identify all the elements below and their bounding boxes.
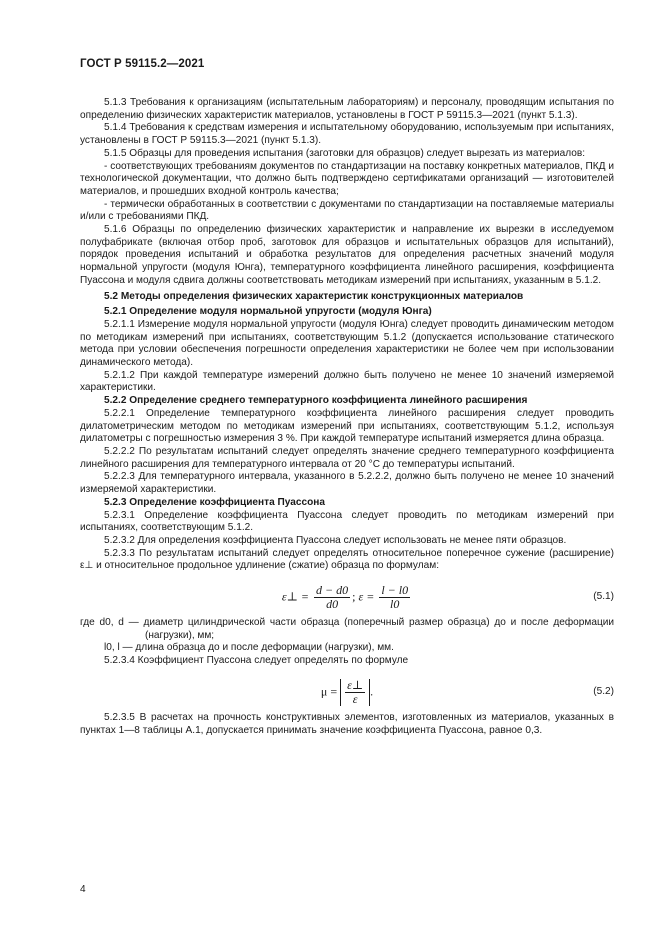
paragraph-5-1-4: 5.1.4 Требования к средствам измерения и испытательному оборудованию, используемым при испытаниях, установлены в ГОСТ Р 59115.3—2021 (пункт 5.1.3). (80, 122, 614, 147)
paragraph-5-2-2-1: 5.2.2.1 Определение температурного коэффициента линейного расширения следует проводить дилатометрическим методом по методикам измерений при испытаниях, соответствующим 5.1.2, используя дилатометры с погрешностью измерения 3 %. При каждой температуре испытаний измеряется длина образца. (80, 407, 614, 445)
paragraph-5-1-5: 5.1.5 Образцы для проведения испытания (заготовки для образцов) следует вырезать из материалов: (104, 147, 586, 159)
page-number: 4 (80, 884, 86, 895)
formula-5-1 (80, 579, 614, 613)
paragraph-5-2-1-2: 5.2.1.2 При каждой температуре измерений должно быть получено не менее 10 значений измеряемой характеристики. (80, 369, 614, 394)
fraction-denominator: ε (352, 691, 358, 706)
fraction-longitudinal (379, 584, 410, 611)
paragraph-5-2-2-3: 5.2.2.3 Для температурного интервала, указанного в 5.2.2.2, должно быть получено не менее 10 значений измеряемой характеристики. (80, 471, 614, 496)
document-body (80, 97, 614, 737)
subsection-heading-5-2-2: 5.2.2 Определение среднего температурного коэффициента линейного расширения (104, 395, 528, 407)
formula-5-1-lhs-longitudinal: ε = (358, 589, 375, 604)
fraction-denominator: l0 (390, 597, 400, 612)
paragraph-5-2-3-4: 5.2.3.4 Коэффициент Пуассона следует определять по формуле (104, 655, 409, 667)
paragraph-5-1-6: 5.1.6 Образцы по определению физических характеристик и направление их вырезки в исследуемом полуфабрикате (включая отбор проб, заготовок для образцов и испытательных образцов для испытаний), порядок проведения испытаний и обработка результатов для определения расчетных значений модуля нормальной упругости (модуля Юнга), температурного коэффициента линейного расширения, коэффициента Пуассона и модуля сдвига должны соответствовать методикам измерений при испытаниях, указанным в 5.1.2. (80, 224, 614, 286)
formula-end-period: . (370, 684, 374, 699)
paragraph-5-2-3-1: 5.2.3.1 Определение коэффициента Пуассона следует проводить по методикам измерений при испытаниях, соответствующим 5.1.2. (80, 509, 614, 534)
section-heading-5-2: 5.2 Методы определения физических характеристик конструкционных материалов (104, 290, 524, 302)
formula-5-2-expression (80, 679, 614, 706)
paragraph-5-2-2-2: 5.2.2.2 По результатам испытаний следует определять значение среднего температурного коэффициента линейного расширения для температурного интервала от 20 °С до температуры испытаний. (80, 445, 614, 470)
formula-number-5-2: (5.2) (593, 685, 614, 697)
fraction-numerator: d − d0 (316, 583, 349, 598)
paragraph-5-2-3-3: 5.2.3.3 По результатам испытаний следует определять относительное поперечное сужение (расширение) ε⊥ и относительное продольное удлинение (сжатие) образца по формулам: (80, 547, 614, 572)
fraction-numerator: l − l0 (381, 583, 409, 598)
paragraph-5-2-1-1: 5.2.1.1 Измерение модуля нормальной упругости (модуля Юнга) следует проводить динамическим методом по методикам измерений при испытаниях, соответствующим 5.1.2 (допускается использование статического метода при условии обеспечения погрешности определения характеристики не более чем при использовании динамического метода). (80, 318, 614, 369)
formula-number-5-1: (5.1) (593, 591, 614, 603)
formula-5-2-lhs: μ = (320, 684, 338, 699)
formula-separator: ; (352, 589, 356, 604)
absolute-value (340, 679, 370, 706)
subsection-heading-5-2-1: 5.2.1 Определение модуля нормальной упругости (модуля Юнга) (104, 306, 432, 318)
legend-length: l0, l — длина образца до и после деформации (нагрузки), мм. (104, 642, 394, 654)
legend-diameter: где d0, d — диаметр цилиндрической части образца (поперечный размер образца) до и после деформации (нагрузки), мм; (80, 617, 614, 641)
fraction-poisson (345, 679, 365, 706)
fraction-transverse (314, 584, 350, 611)
list-item-5-1-5-a: - соответствующих требованиям документов по стандартизации на поставку конкретных материалов, ПКД и технологической документации, что должно быть подтверждено сертификатами организаций — изготовителей материалов, и прошедших входной контроль качества; (80, 160, 614, 197)
formula-5-1-expression (80, 584, 614, 611)
document-code-header: ГОСТ Р 59115.2—2021 (80, 58, 205, 70)
fraction-numerator: ε⊥ (347, 677, 364, 692)
paragraph-5-2-3-2: 5.2.3.2 Для определения коэффициента Пуассона следует использовать не менее пяти образцов. (104, 534, 567, 546)
formula-5-1-lhs-transverse: ε⊥ = (281, 589, 310, 604)
fraction-denominator: d0 (326, 597, 339, 612)
list-item-5-1-5-b: - термически обработанных в соответствии с документами по стандартизации на поставляемые материалы и/или с требованиями ПКД. (80, 198, 614, 223)
subsection-heading-5-2-3: 5.2.3 Определение коэффициента Пуассона (104, 496, 325, 508)
paragraph-5-2-3-5: 5.2.3.5 В расчетах на прочность конструктивных элементов, изготовленных из материалов, указанных в пунктах 1—8 таблицы А.1, допускается принимать значение коэффициента Пуассона, равное 0,3. (80, 711, 614, 736)
formula-5-2 (80, 674, 614, 708)
paragraph-5-1-3: 5.1.3 Требования к организациям (испытательным лабораториям) и персоналу, проводящим испытания по определению физических характеристик материалов, установлены в ГОСТ Р 59115.3—2021 (пункт 5.1.3). (80, 97, 614, 121)
